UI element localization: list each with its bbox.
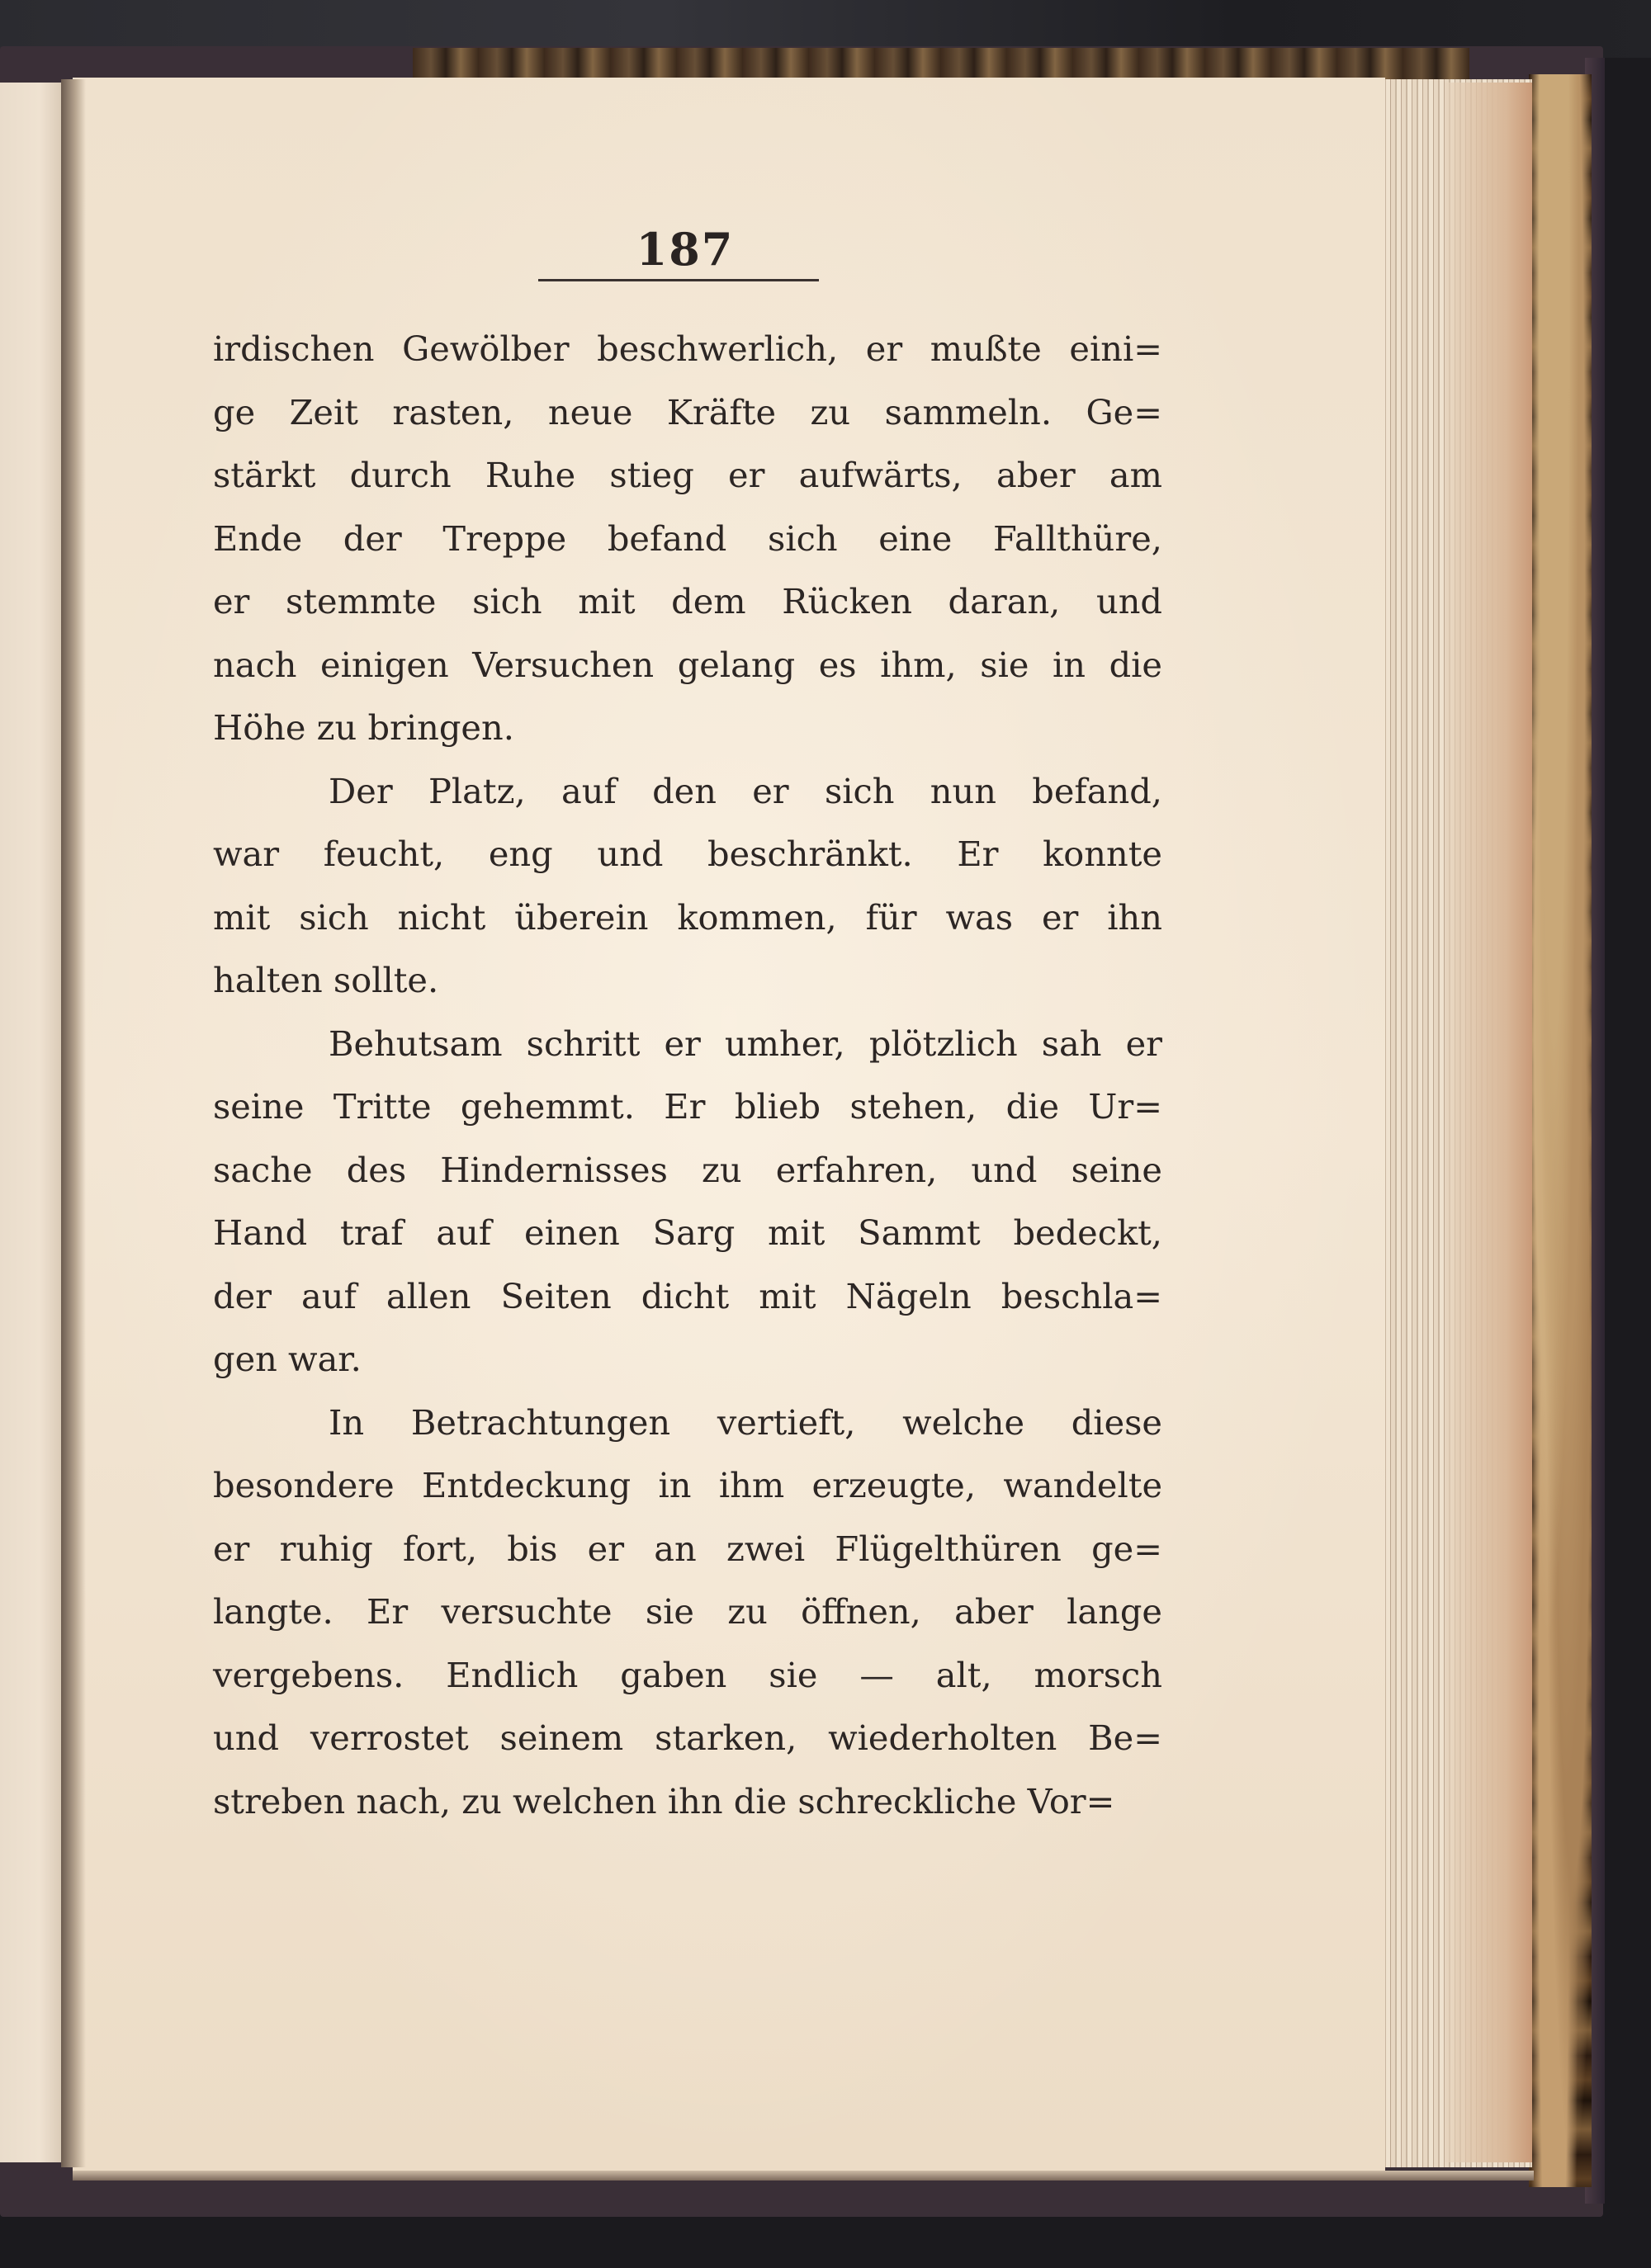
header-rule bbox=[538, 279, 819, 281]
paragraph bbox=[213, 1392, 1162, 1834]
page-fore-edge-shade bbox=[1445, 83, 1532, 2162]
page-bottom-edge bbox=[73, 2171, 1534, 2181]
text-line: Höhe zu bringen. bbox=[213, 707, 514, 748]
paragraph bbox=[213, 760, 1162, 1013]
text-line: irdischen Gewölber beschwerlich, er mußte eini= bbox=[213, 328, 1162, 369]
text-line: streben nach, zu welchen ihn die schreckliche Vor= bbox=[213, 1780, 1115, 1821]
text-line: ge Zeit rasten, neue Kräfte zu sammeln. Ge= bbox=[213, 391, 1162, 432]
text-line: Hand traf auf einen Sarg mit Sammt bedeckt, bbox=[213, 1212, 1162, 1253]
page-body-text bbox=[213, 318, 1162, 1833]
text-line: der auf allen Seiten dicht mit Nägeln beschla= bbox=[213, 1275, 1162, 1316]
text-line: gen war. bbox=[213, 1339, 362, 1379]
text-line: er stemmte sich mit dem Rücken daran, und bbox=[213, 581, 1162, 621]
text-line: mit sich nicht überein kommen, für was er ihn bbox=[213, 896, 1162, 938]
page-number: 187 bbox=[636, 223, 735, 276]
text-line: Der Platz, auf den er sich nun befand, bbox=[329, 770, 1162, 811]
cover-marble-right bbox=[1529, 74, 1592, 2187]
paragraph bbox=[213, 318, 1162, 760]
text-line: Behutsam schritt er umher, plötzlich sah er bbox=[329, 1023, 1162, 1064]
text-line: seine Tritte gehemmt. Er blieb stehen, die Ur= bbox=[213, 1086, 1162, 1127]
text-line: In Betrachtungen vertieft, welche diese bbox=[329, 1401, 1162, 1443]
text-line: halten sollte. bbox=[213, 960, 439, 1000]
text-line: sache des Hindernisses zu erfahren, und seine bbox=[213, 1149, 1162, 1190]
text-line: Ende der Treppe befand sich eine Fallthüre, bbox=[213, 517, 1162, 559]
left-page bbox=[0, 83, 69, 2162]
text-line: vergebens. Endlich gaben sie — alt, morsch bbox=[213, 1654, 1162, 1695]
gutter-shadow bbox=[61, 79, 86, 2167]
paragraph bbox=[213, 1013, 1162, 1392]
text-line: langte. Er versuchte sie zu öffnen, aber lange bbox=[213, 1591, 1162, 1632]
text-line: stärkt durch Ruhe stieg er aufwärts, aber am bbox=[213, 455, 1162, 495]
text-line: er ruhig fort, bis er an zwei Flügelthüren ge= bbox=[213, 1528, 1162, 1569]
text-line: und verrostet seinem starken, wiederholten Be= bbox=[213, 1718, 1162, 1758]
text-line: war feucht, eng und beschränkt. Er konnte bbox=[213, 834, 1162, 874]
cover-marble-top bbox=[413, 48, 1469, 81]
text-line: besondere Entdeckung in ihm erzeugte, wandelte bbox=[213, 1465, 1162, 1505]
text-line: nach einigen Versuchen gelang es ihm, sie in die bbox=[213, 644, 1162, 685]
